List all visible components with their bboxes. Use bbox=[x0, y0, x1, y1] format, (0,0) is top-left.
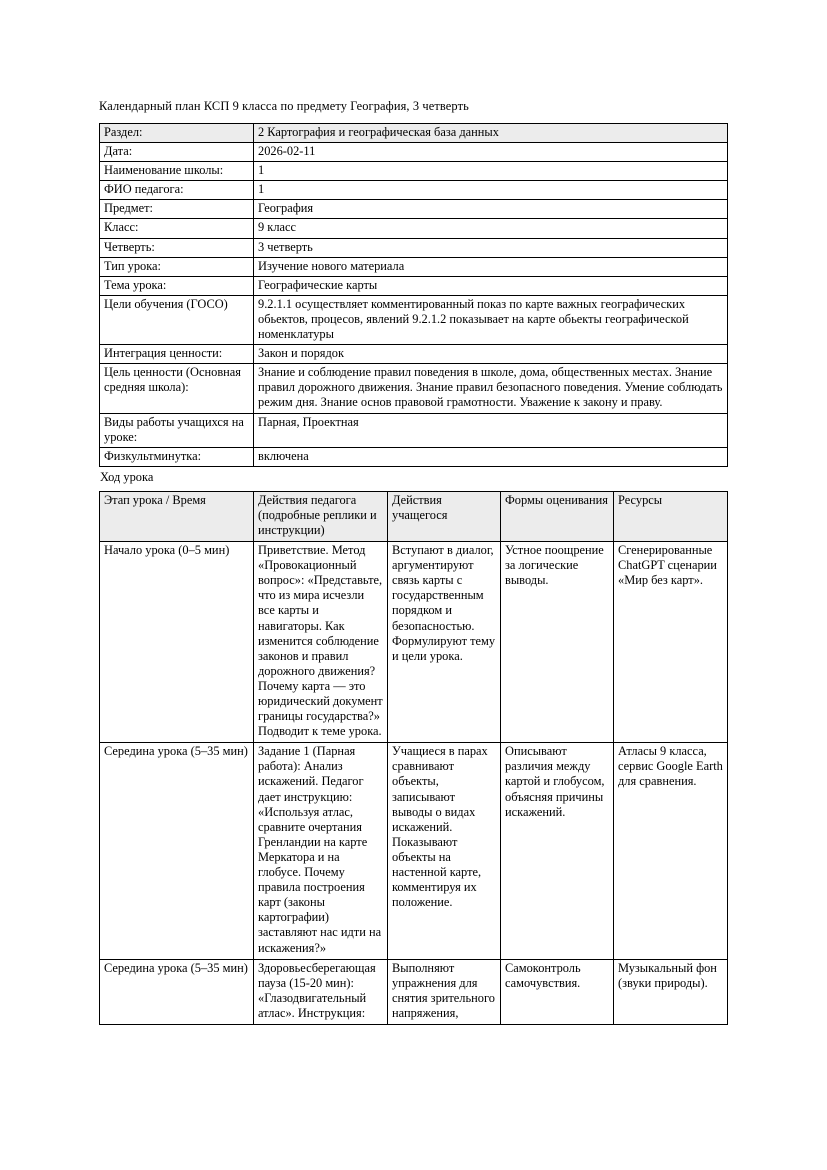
cell-student-actions: Вступают в диалог, аргументируют связь карты с государственным порядком и безопасностью. Формулируют тему и цели урока. bbox=[388, 542, 501, 743]
info-label: Физкультминутка: bbox=[100, 447, 254, 466]
info-value: 1 bbox=[254, 181, 728, 200]
cell-resources: Музыкальный фон (звуки природы). bbox=[614, 959, 728, 1024]
table-row bbox=[100, 743, 728, 959]
column-header-resources: Ресурсы bbox=[614, 491, 728, 541]
table-row bbox=[100, 413, 728, 447]
info-label: Цель ценности (Основная средняя школа): bbox=[100, 364, 254, 413]
lesson-flow-table bbox=[99, 491, 728, 1025]
column-header-stage: Этап урока / Время bbox=[100, 491, 254, 541]
section-caption: Ход урока bbox=[100, 469, 154, 484]
table-row bbox=[100, 257, 728, 276]
table-row bbox=[100, 181, 728, 200]
table-row bbox=[100, 162, 728, 181]
table-row bbox=[100, 238, 728, 257]
cell-teacher-actions: Приветствие. Метод «Провокационный вопрос»: «Представьте, что из мира исчезли все карты и навигаторы. Как изменится соблюдение законов и правил дорожного движения? Почему карта — это юридический документ границы государства?» Подводит к теме урока. bbox=[254, 542, 388, 743]
cell-resources: Атласы 9 класса, сервис Google Earth для сравнения. bbox=[614, 743, 728, 959]
cell-stage: Середина урока (5–35 мин) bbox=[100, 959, 254, 1024]
cell-teacher-actions: Здоровьесберегающая пауза (15-20 мин): «Глазодвигательный атлас». Инструкция: bbox=[254, 959, 388, 1024]
table-row bbox=[100, 364, 728, 413]
column-header-assessment: Формы оценивания bbox=[501, 491, 614, 541]
table-header-row bbox=[100, 491, 728, 541]
info-value: включена bbox=[254, 447, 728, 466]
info-value: 2026-02-11 bbox=[254, 143, 728, 162]
table-row bbox=[100, 276, 728, 295]
info-label: ФИО педагога: bbox=[100, 181, 254, 200]
info-label: Виды работы учащихся на уроке: bbox=[100, 413, 254, 447]
info-label: Класс: bbox=[100, 219, 254, 238]
info-label: Тип урока: bbox=[100, 257, 254, 276]
info-value: 9.2.1.1 осуществляет комментированный показ по карте важных географических обьектов, процесов, явлений 9.2.1.2 показывает на карте обьекты географической номенклатуры bbox=[254, 295, 728, 344]
lesson-flow-head bbox=[100, 491, 728, 541]
table-row bbox=[100, 219, 728, 238]
column-header-student-actions: Действия учащегося bbox=[388, 491, 501, 541]
cell-assessment: Устное поощрение за логические выводы. bbox=[501, 542, 614, 743]
page-title: Календарный план КСП 9 класса по предмету География, 3 четверть bbox=[99, 99, 469, 113]
cell-assessment: Описывают различия между картой и глобусом, объясняя причины искажений. bbox=[501, 743, 614, 959]
info-value: География bbox=[254, 200, 728, 219]
table-row bbox=[100, 447, 728, 466]
info-label: Четверть: bbox=[100, 238, 254, 257]
lesson-info-body bbox=[100, 124, 728, 467]
info-value: Изучение нового материала bbox=[254, 257, 728, 276]
cell-assessment: Самоконтроль самочувствия. bbox=[501, 959, 614, 1024]
lesson-info-table bbox=[99, 123, 728, 467]
cell-stage: Начало урока (0–5 мин) bbox=[100, 542, 254, 743]
cell-stage: Середина урока (5–35 мин) bbox=[100, 743, 254, 959]
info-value: 9 класс bbox=[254, 219, 728, 238]
table-row bbox=[100, 542, 728, 743]
info-label: Раздел: bbox=[100, 124, 254, 143]
info-value: Парная, Проектная bbox=[254, 413, 728, 447]
info-label: Дата: bbox=[100, 143, 254, 162]
column-header-teacher-actions: Действия педагога (подробные реплики и инструкции) bbox=[254, 491, 388, 541]
info-value: 3 четверть bbox=[254, 238, 728, 257]
table-row bbox=[100, 345, 728, 364]
table-row bbox=[100, 295, 728, 344]
info-value: Географические карты bbox=[254, 276, 728, 295]
cell-student-actions: Учащиеся в парах сравнивают объекты, записывают выводы о видах искажений. Показывают объекты на настенной карте, комментируя их положение. bbox=[388, 743, 501, 959]
info-label: Интеграция ценности: bbox=[100, 345, 254, 364]
table-row bbox=[100, 959, 728, 1024]
info-label: Предмет: bbox=[100, 200, 254, 219]
cell-teacher-actions: Задание 1 (Парная работа): Анализ искажений. Педагог дает инструкцию: «Используя атлас, сравните очертания Гренландии на карте Меркатора и на глобусе. Почему правила построения карт (законы картографии) заставляют нас идти на искажения?» bbox=[254, 743, 388, 959]
lesson-flow-body bbox=[100, 542, 728, 1025]
table-row bbox=[100, 200, 728, 219]
info-value: Закон и порядок bbox=[254, 345, 728, 364]
info-value: 1 bbox=[254, 162, 728, 181]
table-row bbox=[100, 143, 728, 162]
cell-student-actions: Выполняют упражнения для снятия зрительного напряжения, bbox=[388, 959, 501, 1024]
info-value: 2 Картография и географическая база данных bbox=[254, 124, 728, 143]
info-value: Знание и соблюдение правил поведения в школе, дома, общественных местах. Знание правил дорожного движения. Знание правил безопасного поведения. Умение соблюдать режим дня. Знание основ правовой грамотности. Уважение к закону и праву. bbox=[254, 364, 728, 413]
info-label: Тема урока: bbox=[100, 276, 254, 295]
info-label: Цели обучения (ГОСО) bbox=[100, 295, 254, 344]
table-row bbox=[100, 124, 728, 143]
info-label: Наименование школы: bbox=[100, 162, 254, 181]
cell-resources: Сгенерированные ChatGPT сценарии «Мир без карт». bbox=[614, 542, 728, 743]
